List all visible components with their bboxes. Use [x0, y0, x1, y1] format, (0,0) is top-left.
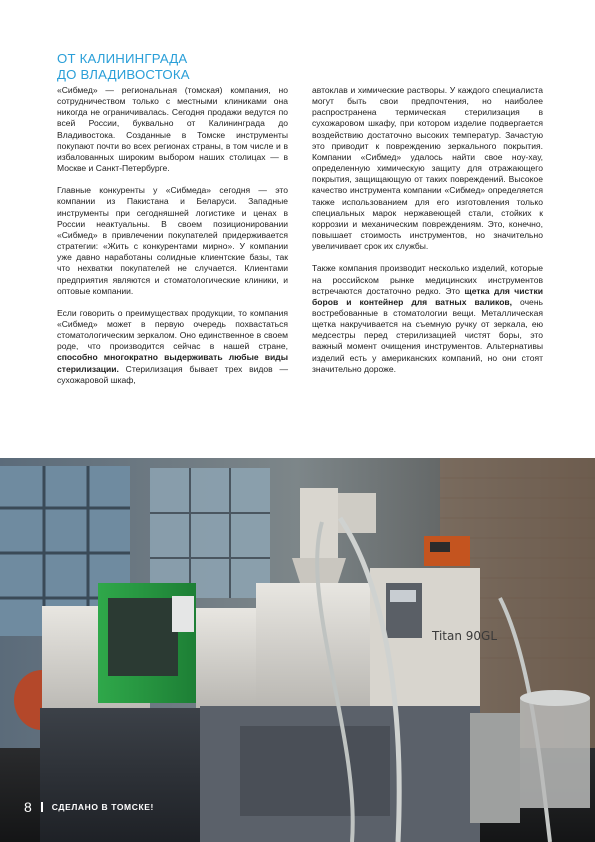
section-heading-line-1: ОТ КАЛИНИНГРАДА [57, 51, 188, 66]
page-number: 8 [24, 799, 32, 815]
factory-photo [0, 458, 595, 842]
text-run: Стерилизация бывает трех видов — сухожаровой шкаф, [57, 363, 288, 385]
paragraph: Главные конкуренты у «Сибмеда» сегодня — это компании из Пакистана и Беларуси. Западные инструменты при сегодняшней логистике и ценах в России неактуальны. В своем позиционировании «Сибмед» в привлечении покупателей придерживается стратегии: «Жить с конкурентами мирно». У компании уже давно наработаны солидные клиентские базы, так что нехватки покупателей не случается. Клиентами предприятия являются и стоматологические клиники, и оптовые компании. [57, 185, 288, 296]
text-run: очень востребованные в стоматологии вещи. Металлическая щетка накручивается на съемную ручку от зеркала, ею медсестры перед стерилизацией чистят боры, это важный момент очищения инструментов. Альтернативы изделий есть у американских компаний, но они стоят значительно дороже. [312, 296, 543, 374]
bold-text: способно многократно выдерживать любые виды стерилизации. [57, 352, 288, 374]
section-heading [57, 51, 297, 82]
paragraph: автоклав и химические растворы. У каждого специалиста могут быть свои предпочтения, но наиболее распространена термическая стерилизация в сухожаровом шкафу, при котором изделие подвергается воздействию достаточно высоких температур. Зачастую это приводит к повреждению зеркального покрытия. Компании «Сибмед» удалось найти свое ноу-хау, определенную химическую защиту для отражающего покрытия, защищающую от таких повреждений. Высокое качество инструмента компании «Сибмед» определяется также использованием для его изготовления только специальных марок нержавеющей стали, стойких к коррозии и механическим повреждениям. Это, конечно, повышает стоимость инструментов, но значительно увеличивает срок их службы. [312, 85, 543, 252]
page-footer [24, 798, 154, 816]
machine-label: Titan 90GL [432, 629, 498, 643]
section-heading-line-2: ДО ВЛАДИВОСТОКА [57, 66, 190, 82]
left-column [57, 85, 288, 386]
text-run: Если говорить о преимуществах продукции, то компания «Сибмед» может в первую очередь похвастаться стоматологическим зеркалом. Оно единственное в своем роде, что производится сейчас в нашей стране, [57, 307, 288, 352]
paragraph: «Сибмед» — региональная (томская) компания, но сотрудничеством только с местными клиниками она никогда не ограничивалась. Сегодня продажи ведутся по всей России, буквально от Калининграда до Владивостока. Созданные в Томске инструменты покупают почти во всех регионах страны, в том числе и в избалованных широким выбором наших столицах — в Москве и Санкт-Петербурге. [57, 85, 288, 174]
paragraph [312, 263, 543, 375]
text-run: Также компания производит несколько изделий, которые на российском рынке медицинских инструментов встречаются достаточно редко. Это [312, 263, 543, 296]
magazine-title: СДЕЛАНО В ТОМСКЕ! [51, 802, 154, 812]
right-column [312, 85, 543, 375]
footer-divider [41, 802, 43, 812]
injection-molding-machine-illustration [0, 458, 595, 842]
bold-text: щетка для чистки боров и контейнер для ватных валиков, [312, 285, 543, 307]
paragraph [57, 308, 288, 386]
